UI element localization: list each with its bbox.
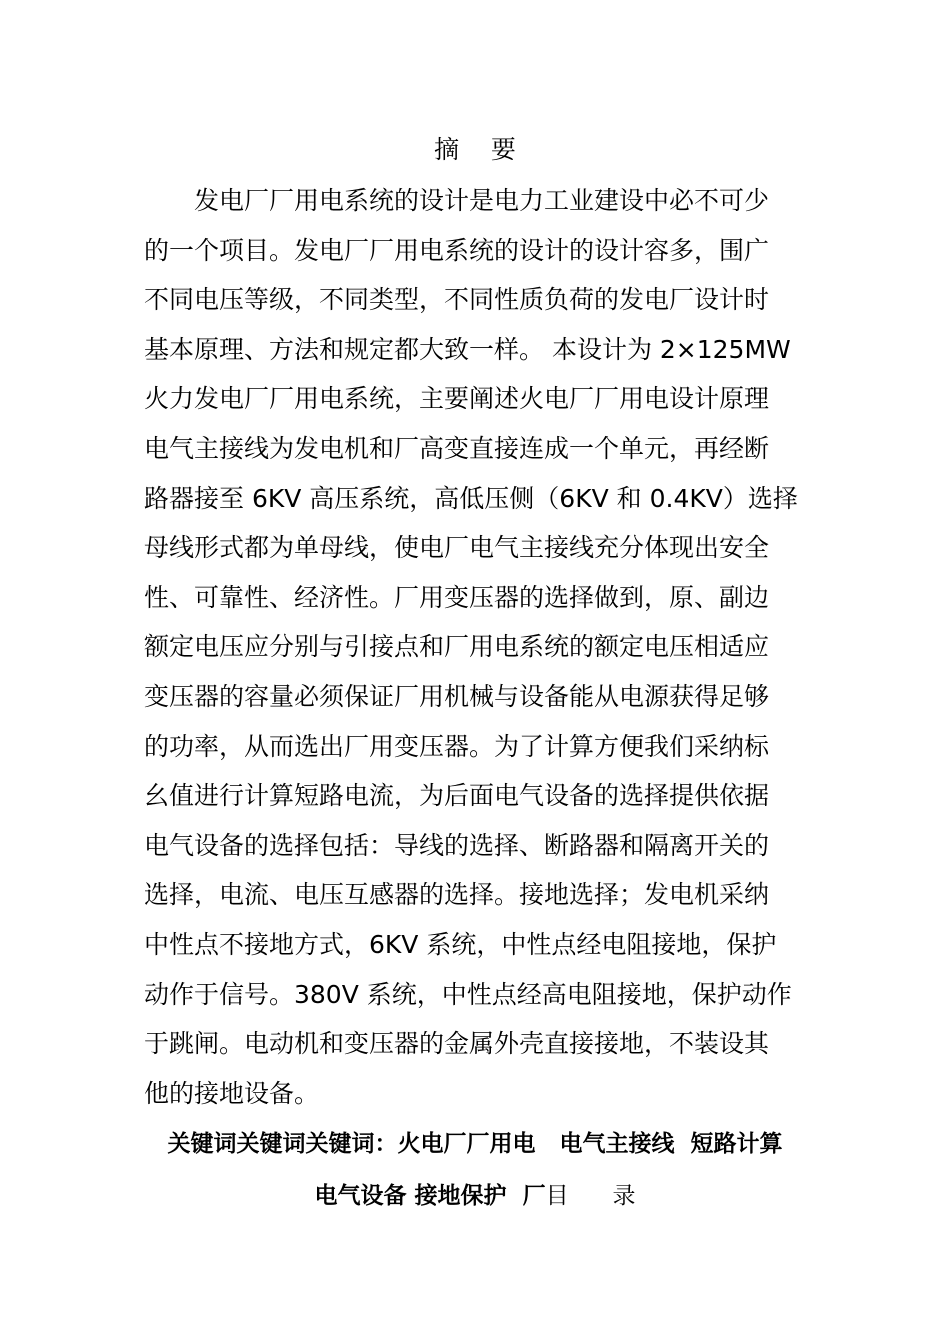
paragraph-line: 电气设备的选择包括：导线的选择、断路器和隔离开关的: [144, 830, 770, 860]
keywords-line-2: [0, 1176, 950, 1216]
paragraph-line: 路器接至 6KV 高压系统，高低压侧（6KV 和 0.4KV）选择: [144, 483, 798, 513]
paragraph-line: 选择，电流、电压互感器的选择。接地选择；发电机采纳: [144, 880, 770, 910]
paragraph-line: 不同电压等级，不同类型，不同性质负荷的发电厂设计时: [144, 285, 770, 315]
paragraph-line: 性、可靠性、经济性。厂用变压器的选择做到，原、副边: [144, 582, 770, 612]
paragraph-line: 母线形式都为单母线，使电厂电气主接线充分体现出安全: [144, 533, 770, 563]
paragraph-line: 发电厂厂用电系统的设计是电力工业建设中必不可少: [194, 186, 770, 215]
paragraph-line: 的一个项目。发电厂厂用电系统的设计的设计容多，围广: [144, 235, 770, 265]
paragraph-line: 动作于信号。380V 系统，中性点经高电阻接地，保护动作: [144, 979, 792, 1009]
paragraph-line: 幺值进行计算短路电流，为后面电气设备的选择提供依据: [144, 781, 770, 811]
paragraph-line: 基本原理、方法和规定都大致一样。 本设计为 2×125MW: [144, 334, 791, 364]
paragraph-line: 额定电压应分别与引接点和厂用电系统的额定电压相适应: [144, 632, 770, 662]
keywords-continuation: 电气设备 接地保护 厂: [314, 1183, 546, 1209]
paragraph-line: 火力发电厂厂用电系统，主要阐述火电厂厂用电设计原理: [144, 384, 770, 414]
abstract-title: 摘 要: [434, 135, 516, 164]
paragraph-line: 变压器的容量必须保证厂用机械与设备能从电源获得足够: [144, 681, 770, 711]
toc-heading: 目 录: [545, 1183, 636, 1209]
paragraph-line: 他的接地设备。: [144, 1078, 320, 1108]
paragraph-line: 的功率，从而选出厂用变压器。为了计算方便我们采纳标: [144, 731, 770, 761]
paragraph-line: 于跳闸。电动机和变压器的金属外壳直接接地，不装设其: [144, 1029, 770, 1059]
keywords-line: 关键词关键词关键词：火电厂厂用电 电气主接线 短路计算: [167, 1131, 783, 1157]
paragraph-line: 中性点不接地方式，6KV 系统，中性点经电阻接地，保护: [144, 929, 777, 959]
abstract-body: [144, 176, 814, 1118]
paragraph-line: 电气主接线为发电机和厂高变直接连成一个单元，再经断: [144, 433, 770, 463]
